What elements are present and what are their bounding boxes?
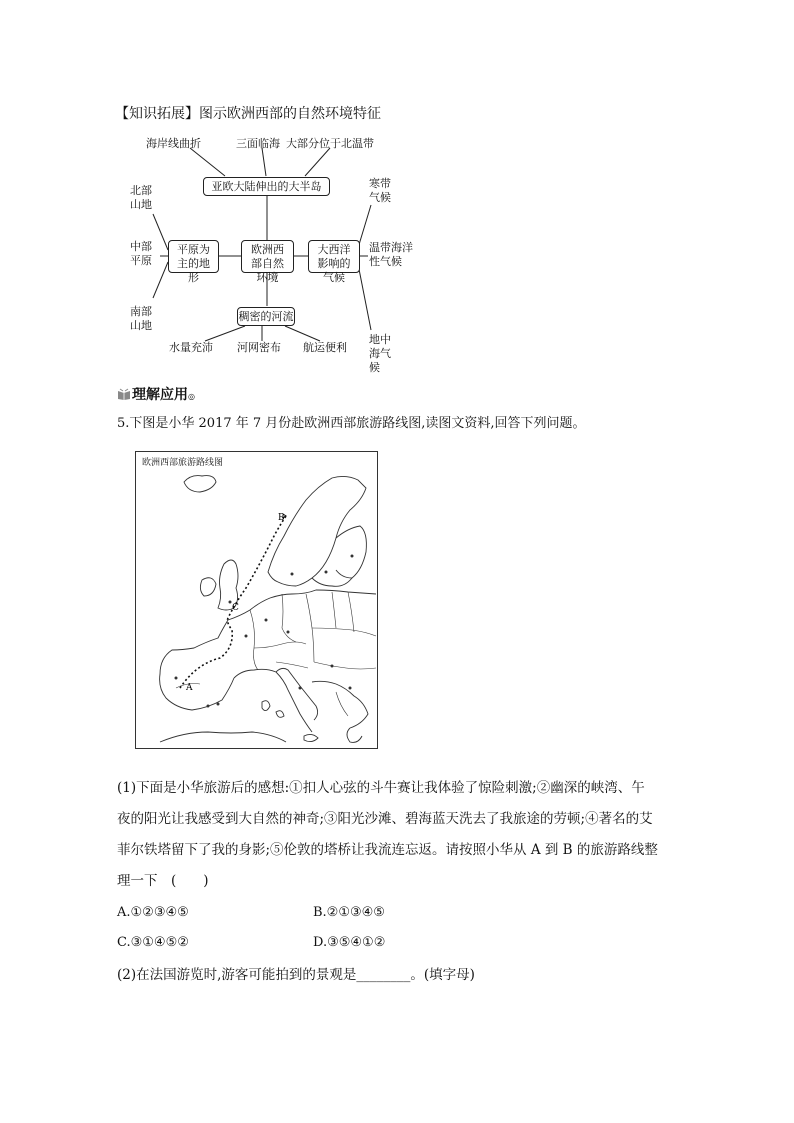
map-label-a: A (186, 683, 193, 693)
plain-box: 平原为主的地形 (168, 240, 219, 273)
section-title: 【知识拓展】图示欧洲西部的自然环境特征 (115, 106, 381, 122)
map-title: 欧洲西部旅游路线图 (142, 458, 224, 468)
left-item-north-mountains: 北部山地 (130, 184, 152, 211)
left-item-south-mountains: 南部山地 (130, 305, 152, 332)
travel-route (180, 516, 286, 688)
bottom-item-water: 水量充沛 (169, 341, 213, 354)
river-box: 稠密的河流 (237, 307, 295, 326)
diagram-lines (0, 0, 794, 380)
city-dots (175, 555, 354, 708)
section-heading: 理解应用◎ (117, 384, 195, 404)
peninsula-box: 亚欧大陆伸出的大半岛 (203, 177, 330, 196)
question-stem: 5.下图是小华 2017 年 7 月份赴欧洲西部旅游路线图,读图文资料,回答下列问题。 (117, 416, 586, 431)
option-d[interactable]: D.③⑤④①② (313, 935, 386, 950)
right-item-mediterranean-climate: 地中海气候 (369, 333, 391, 374)
map-label-c: C (232, 603, 239, 613)
question-part2: (2)在法国游览时,游客可能拍到的景观是________。(填字母) (117, 967, 475, 983)
part1-line: 菲尔铁塔留下了我的身影;⑤伦敦的塔桥让我流连忘返。请按照小华从 A 到 B 的旅游路线整 (117, 842, 658, 858)
left-item-central-plain: 中部平原 (130, 240, 152, 267)
route-map (135, 451, 378, 749)
bottom-item-river-network: 河网密布 (237, 341, 281, 354)
top-item-coastline: 海岸线曲折 (146, 137, 201, 150)
europe-map-drawing (136, 452, 377, 748)
map-label-b: B (278, 513, 285, 523)
concept-diagram (0, 0, 794, 380)
right-item-maritime-climate: 温带海洋性气候 (369, 241, 413, 268)
section-heading-text: 理解应用 (132, 387, 188, 403)
option-b[interactable]: B.②①③④⑤ (313, 905, 385, 920)
option-c[interactable]: C.③①④⑤② (117, 935, 189, 950)
part1-line: (1)下面是小华旅游后的感想:①扣人心弦的斗牛赛让我体验了惊险刺激;②幽深的峡湾、午 (117, 780, 645, 796)
top-item-temperate: 大部分位于北温带 (286, 137, 374, 150)
question-part1 (117, 773, 697, 897)
part1-line: 理一下 ( ) (117, 873, 209, 889)
option-a[interactable]: A.①②③④⑤ (117, 905, 189, 920)
right-item-polar-climate: 寒带气候 (369, 177, 391, 204)
center-box: 欧洲西部自然环境 (241, 240, 294, 273)
part1-line: 夜的阳光让我感受到大自然的神奇;③阳光沙滩、碧海蓝天洗去了我旅途的劳顿;④著名的艾 (117, 811, 653, 827)
top-item-three-seas: 三面临海 (236, 137, 280, 150)
climate-box: 大西洋影响的气候 (308, 240, 360, 273)
book-icon (117, 388, 131, 400)
bottom-item-shipping: 航运便利 (303, 341, 347, 354)
